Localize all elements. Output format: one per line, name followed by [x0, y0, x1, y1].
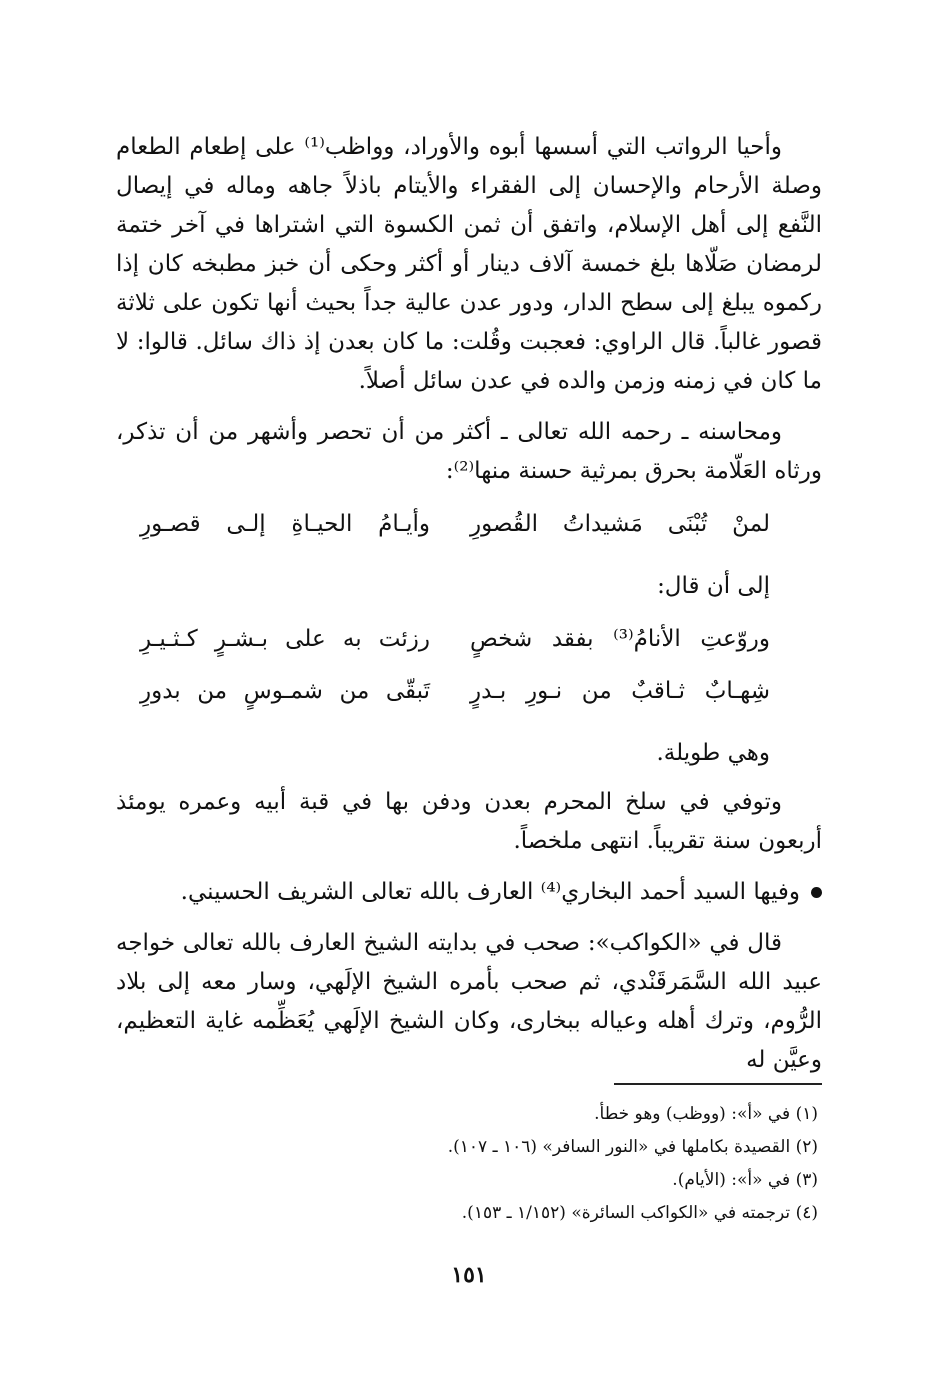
footnote-3: (٣) في «أ»: (الأيام).: [672, 1170, 818, 1190]
paragraph-1: وأحيا الرواتب التي أسسها أبوه والأوراد، وواظب⁽¹⁾ على إطعام الطعام وصلة الأرحام والإحسان إلى الفقراء والأيتام باذلاً جاهه وماله في إيصال النَّفع إلى أهل الإسلام، واتفق أن ثمن الكسوة التي اشتراها في آخر ختمة لرمضان صَلّاها بلغ خمسة آلاف دينار أو أكثر وحكى أن خبز مطبخه كان إذا ركموه يبلغ إلى سطح الدار، ودور عدن عالية جداً بحيث أنها تكون على ثلاثة قصور غالباً. قال الراوي: فعجبت وقُلت: ما كان بعدن إذ ذاك سائل. قالوا: لا ما كان في زمنه وزمن والده في عدن سائل أصلاً.: [116, 134, 822, 394]
verse-first-half: وروّعتِ الأنامُ⁽³⁾ بفقد شخصٍ: [470, 626, 770, 652]
verse-first-half: شِهـابٌ ثـاقبٌ من نـورِ بـدرٍ: [470, 678, 770, 704]
bullet-entry: [116, 873, 822, 912]
bullet-dot-icon: [811, 887, 822, 898]
page-body: [116, 128, 822, 1092]
footnote-2: (٢) القصيدة بكاملها في «النور السافر» (١٠٦ ـ ١٠٧).: [447, 1137, 818, 1157]
verse-second-half: وأيـامُ الحيـاةِ إلـى قصـورِ: [140, 511, 430, 537]
bullet-text: وفيها السيد أحمد البخاري⁽⁴⁾ العارف بالله تعالى الشريف الحسيني.: [180, 879, 800, 905]
verse-second-half: رزئت به على بـشـرٍ كـثـيـرِ: [140, 626, 430, 652]
verse-first-half: لمنْ تُبْنَى مَشيداتُ القُصورِ: [470, 511, 770, 537]
footnotes: [116, 1098, 822, 1230]
verse-line: [116, 620, 822, 672]
paragraph-2: ومحاسنه ـ رحمه الله تعالى ـ أكثر من أن تحصر وأشهر من أن تذكر، ورثاه العَلّامة بحرق بمرثية حسنة منها⁽²⁾:: [116, 419, 822, 484]
footnote-1: (١) في «أ»: (ووظب) وهو خطأ.: [594, 1104, 818, 1124]
footnote-divider: [614, 1083, 822, 1085]
long-poem-note: وهي طويلة.: [656, 740, 770, 766]
verse-line: [116, 672, 822, 724]
paragraph-4: قال في «الكواكب»: صحب في بدايته الشيخ العارف بالله تعالى خواجه عبيد الله السَّمَرقَنْدي، ثم صحب بأمره الشيخ الإلَهي، وسار معه إلى بلاد الرُّوم، وترك أهله وعياله ببخارى، وكان الشيخ الإلَهي يُعَظِّمه غاية التعظيم، وعيَّن له: [116, 930, 822, 1073]
paragraph-3: وتوفي في سلخ المحرم بعدن ودفن بها في قبة أبيه وعمره يومئذ أربعون سنة تقريباً. انتهى ملخصاً.: [116, 789, 822, 854]
verse-line: [116, 505, 822, 557]
poem-verses-2-3: [116, 620, 822, 724]
page-number: ١٥١: [451, 1262, 487, 1288]
poem-verse-1: [116, 505, 822, 557]
until-said-line: إلى أن قال:: [657, 573, 770, 599]
footnote-4: (٤) ترجمته في «الكواكب السائرة» (١/١٥٢ ـ ١٥٣).: [461, 1203, 818, 1223]
verse-second-half: تَبقّى من شمـوسٍ من بدورِ: [140, 678, 430, 704]
